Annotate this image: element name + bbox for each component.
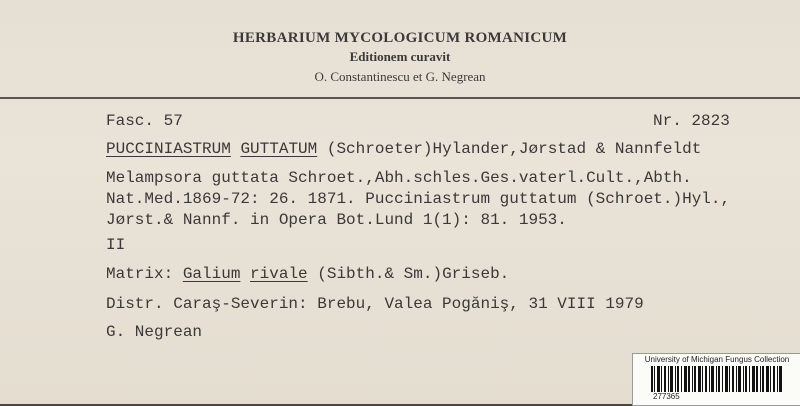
barcode-icon (651, 366, 783, 392)
editors-line: O. Constantinescu et G. Negrean (314, 69, 486, 84)
host-authors: (Sibth.& Sm.)Griseb. (307, 265, 510, 283)
host-genus: Galium (182, 265, 241, 283)
host-species: rivale (250, 265, 308, 283)
distribution-line: Distr. Caraş-Severin: Brebu, Valea Pogăniş, 31 VIII 1979 (106, 295, 644, 313)
synonym-line-1: Melampsora guttata Schroet.,Abh.schles.Ges.vaterl.Cult.,Abth. (106, 169, 692, 187)
spore-stage: II (106, 236, 126, 254)
matrix-prefix: Matrix: (106, 265, 183, 283)
herbarium-title: HERBARIUM MYCOLOGICUM ROMANICUM (232, 30, 568, 46)
taxon-name (106, 140, 701, 158)
barcode-number: 277365 (653, 392, 680, 401)
synonym-line-3: Jørst.& Nannf. in Opera Bot.Lund 1(1): 81. 1953. (106, 211, 567, 229)
taxon-species: GUTTATUM (240, 140, 318, 158)
matrix-line (106, 265, 509, 283)
taxon-authors: (Schroeter)Hylander,Jørstad & Nannfeldt (317, 140, 702, 158)
specimen-number: Nr. 2823 (653, 112, 730, 130)
barcode-institution: University of Michigan Fungus Collection (644, 355, 790, 364)
barcode-label (632, 353, 800, 406)
header-divider (0, 97, 800, 99)
edition-line: Editionem curavit (349, 49, 451, 64)
synonym-line-2: Nat.Med.1869-72: 26. 1871. Pucciniastrum guttatum (Schroet.)Hyl., (106, 190, 731, 208)
collector: G. Negrean (106, 323, 203, 341)
fascicle-number: Fasc. 57 (106, 112, 183, 130)
taxon-genus: PUCCINIASTRUM (106, 140, 231, 158)
